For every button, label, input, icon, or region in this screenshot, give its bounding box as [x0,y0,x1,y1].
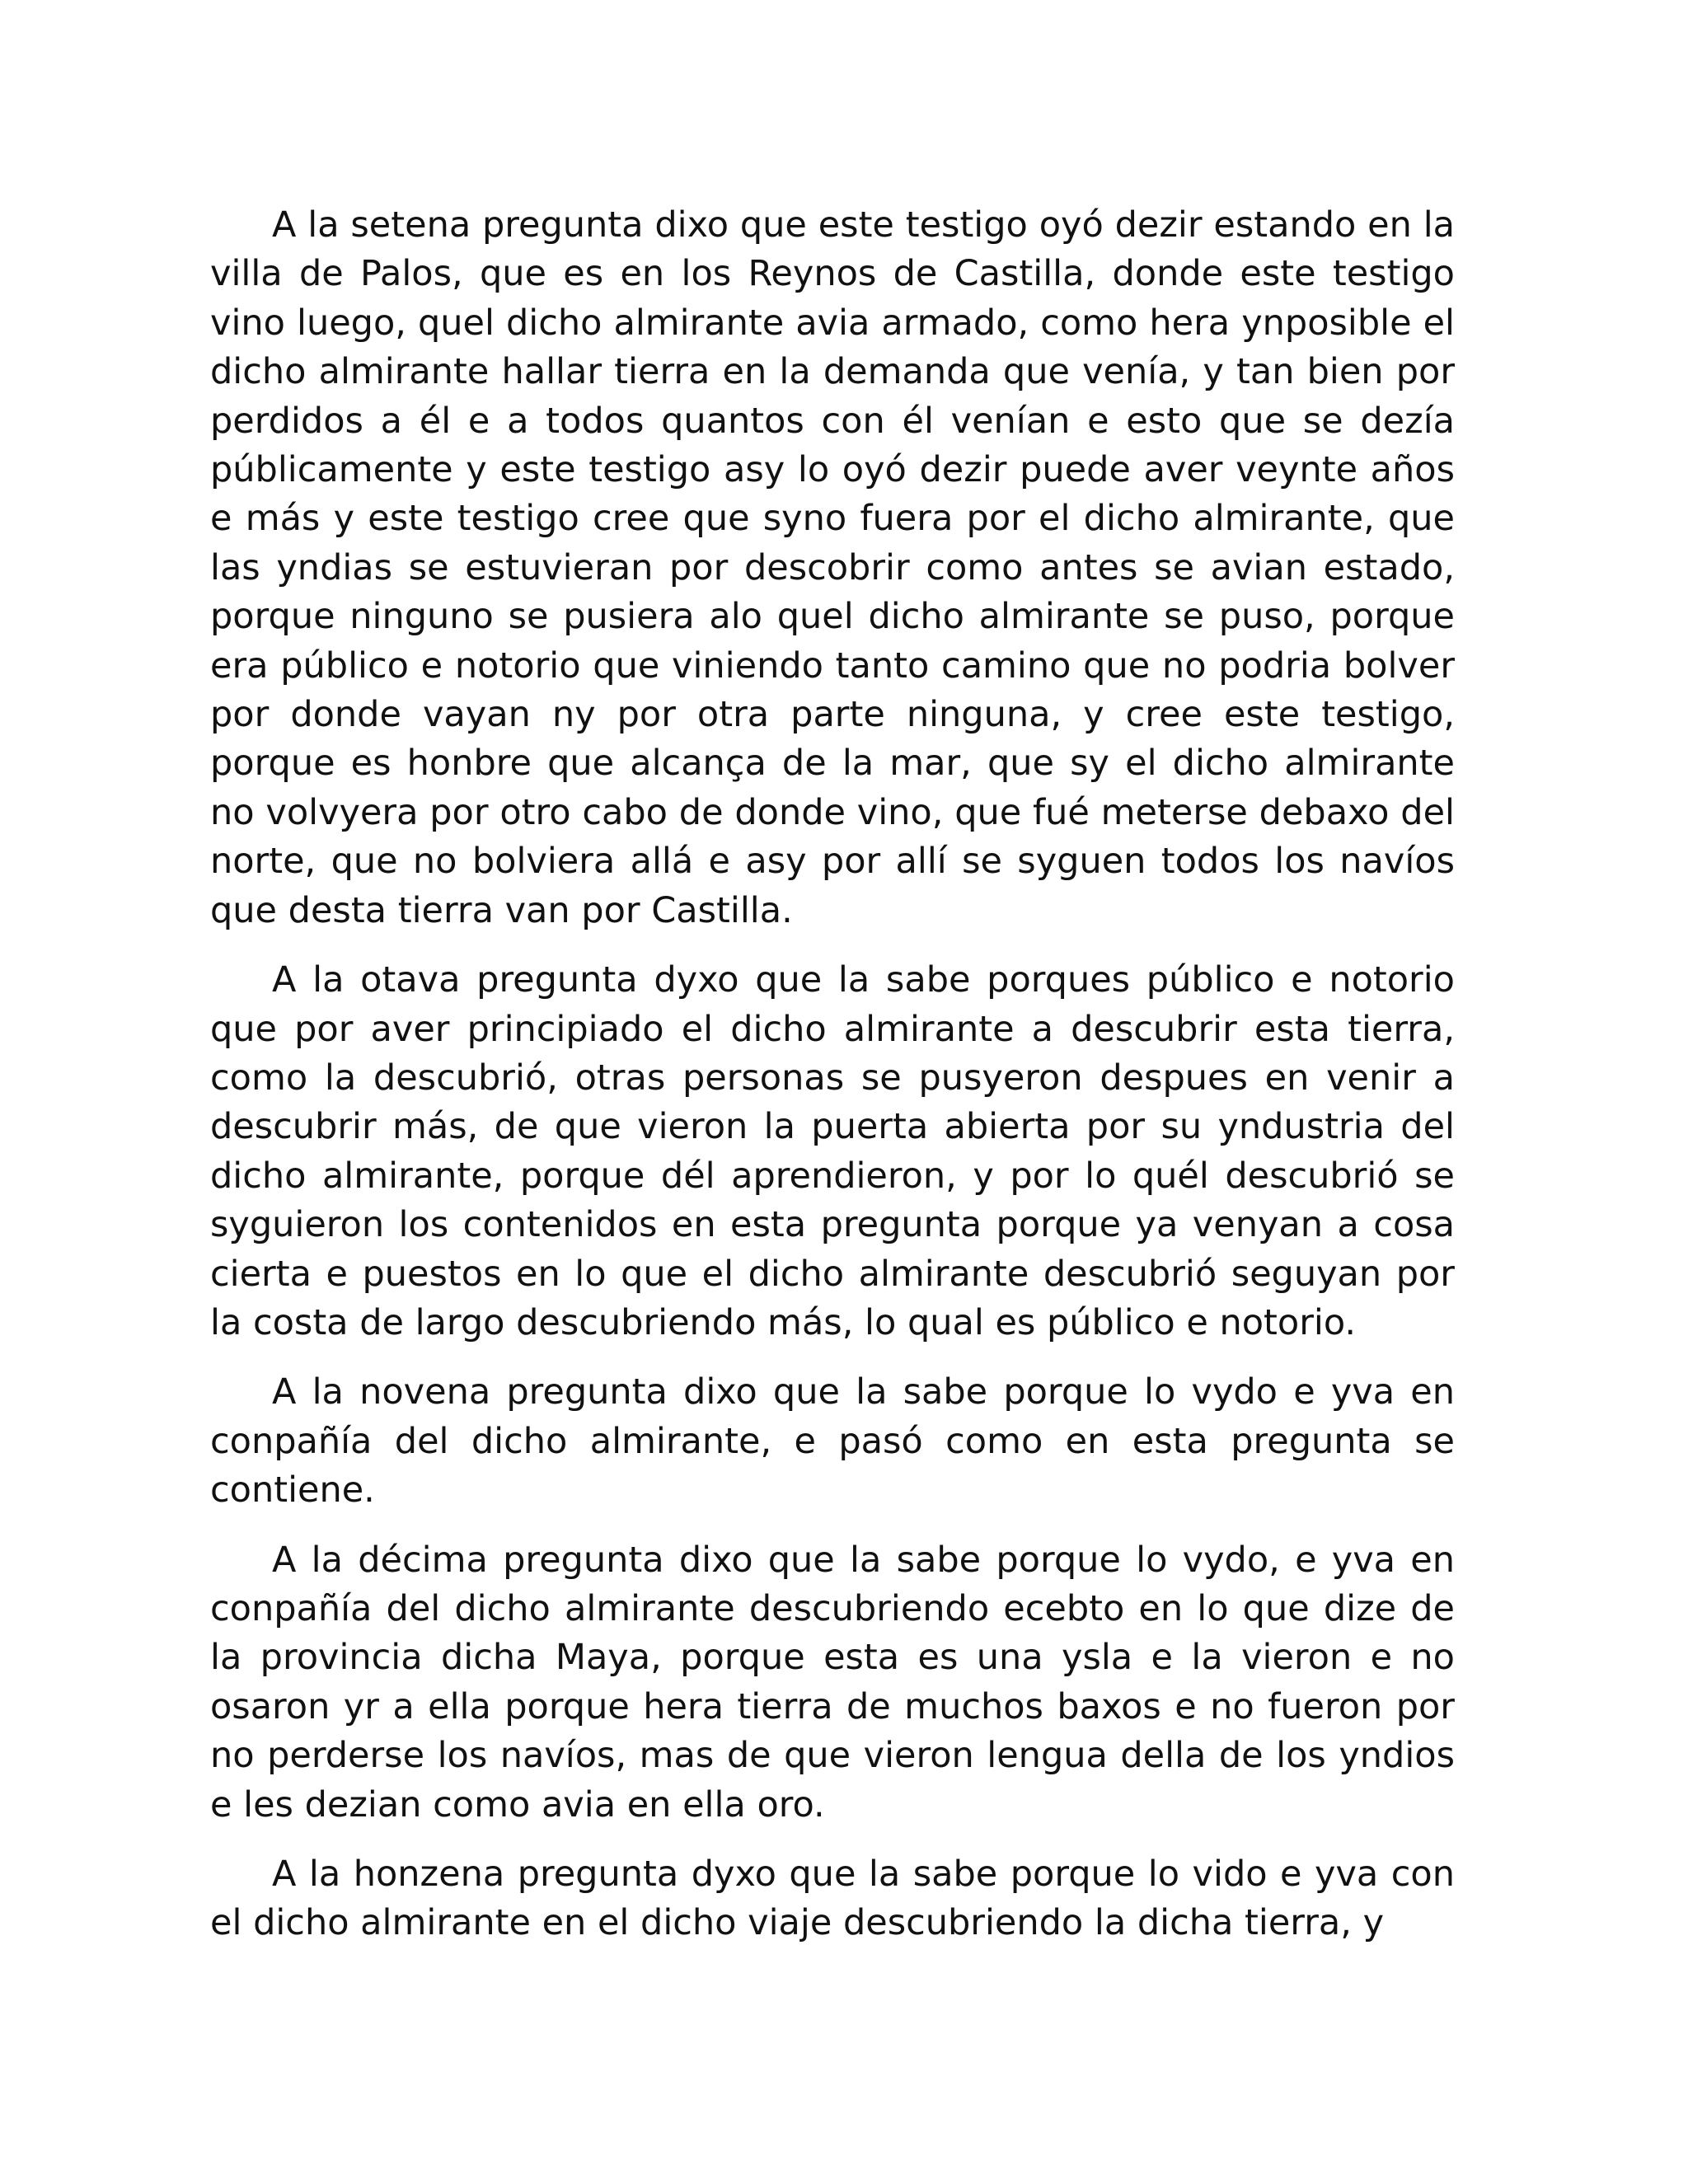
paragraph-novena: A la novena pregunta dixo que la sabe porque lo vydo e yva en conpañía del dicho almirante, e pasó como en esta pregunta se contiene. [210,1371,1455,1511]
document-page [210,201,1455,1948]
paragraph-honzena: A la honzena pregunta dyxo que la sabe porque lo vido e yva con el dicho almirante en el dicho viaje descubriendo la dicha tierra, y [210,1854,1455,1944]
paragraph-otava: A la otava pregunta dyxo que la sabe porques público e notorio que por aver principiado el dicho almirante a descubrir esta tierra, como la descubrió, otras personas se pusyeron despues en venir a descubrir más, de que vieron la puerta abierta por su yndustria del dicho almirante, porque dél aprendieron, y por lo quél descubrió se syguieron los contenidos en esta pregunta porque ya venyan a cosa cierta e puestos en lo que el dicho almirante descubrió seguyan por la costa de largo descubriendo más, lo qual es público e notorio. [210,959,1455,1343]
paragraph-setena: A la setena pregunta dixo que este testigo oyó dezir estando en la villa de Palos, que es en los Reynos de Castilla, donde este testigo vino luego, quel dicho almirante avia armado, como hera ynposible el dicho almirante hallar tierra en la demanda que venía, y tan bien por perdidos a él e a todos quantos con él venían e esto que se dezía públicamente y este testigo asy lo oyó dezir puede aver veynte años e más y este testigo cree que syno fuera por el dicho almirante, que las yndias se estuvieran por descobrir como antes se avian estado, porque ninguno se pusiera alo quel dicho almirante se puso, porque era público e notorio que viniendo tanto camino que no podria bolver por donde vayan ny por otra parte ninguna, y cree este testigo, porque es honbre que alcança de la mar, que sy el dicho almirante no volvyera por otro cabo de donde vino, que fué meterse debaxo del norte, que no bolviera allá e asy por allí se syguen todos los navíos que desta tierra van por Castilla. [210,204,1455,931]
paragraph-decima: A la décima pregunta dixo que la sabe porque lo vydo, e yva en conpañía del dicho almirante descubriendo ecebto en lo que dize de la provincia dicha Maya, porque esta es una ysla e la vieron e no osaron yr a ella porque hera tierra de muchos baxos e no fueron por no perderse los navíos, mas de que vieron lengua della de los yndios e les dezian como avia en ella oro. [210,1539,1455,1825]
